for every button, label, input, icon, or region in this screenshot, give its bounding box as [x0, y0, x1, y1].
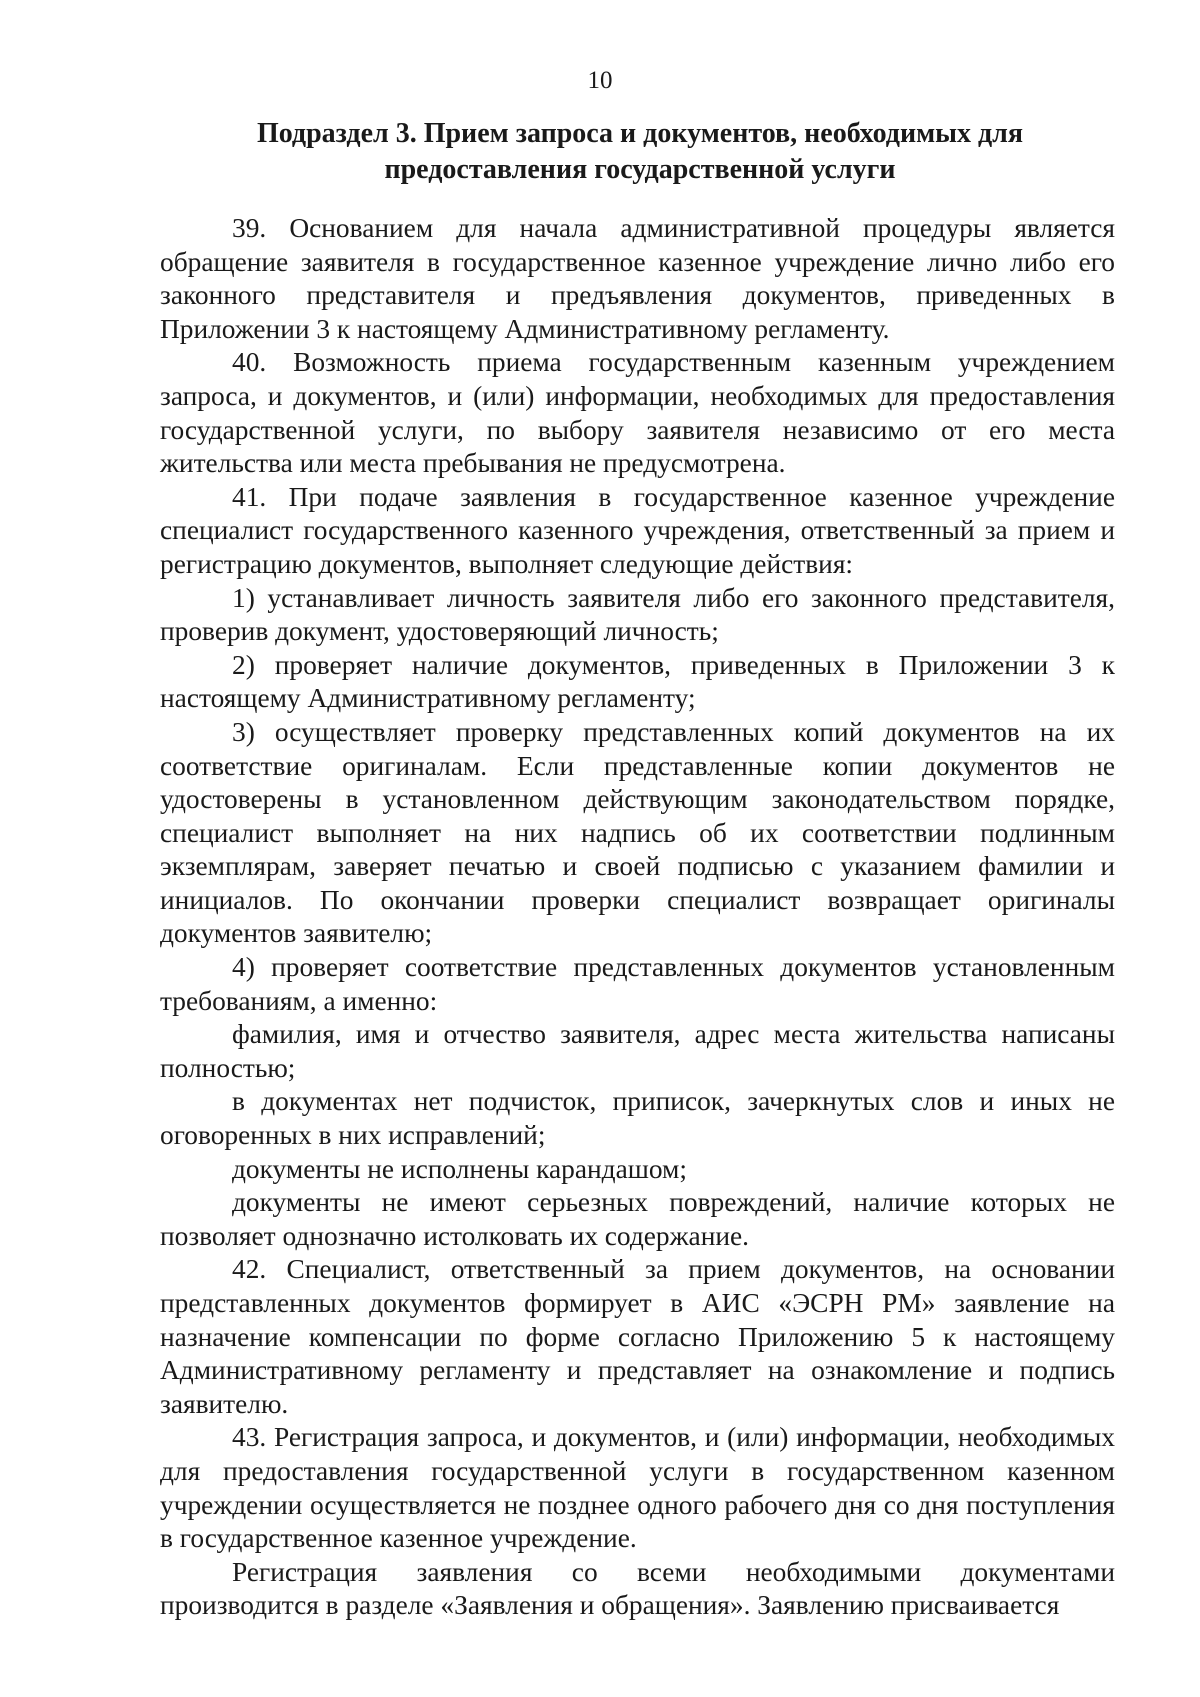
- paragraph-43-registration: Регистрация заявления со всеми необходимыми документами производится в разделе «Заявления и обращения». Заявлению присваивается: [160, 1556, 1115, 1621]
- paragraph-41-item-4: 4) проверяет соответствие представленных документов установленным требованиям, а именно:: [160, 952, 1115, 1016]
- page-number: 10: [587, 67, 613, 94]
- paragraph-41-item-2: 2) проверяет наличие документов, приведенных в Приложении 3 к настоящему Административному регламенту;: [160, 649, 1115, 714]
- section-heading: [160, 116, 1120, 188]
- requirement-no-pencil: документы не исполнены карандашом;: [232, 1153, 687, 1184]
- requirement-no-damage: документы не имеют серьезных повреждений, наличие которых не позволяет однозначно истолковать их содержание.: [160, 1187, 1115, 1251]
- paragraph-41-item-1: 1) устанавливает личность заявителя либо его законного представителя, проверив документ, удостоверяющий личность;: [160, 582, 1115, 647]
- requirement-no-corrections: в документах нет подчисток, приписок, зачеркнутых слов и иных не оговоренных в них исправлений;: [160, 1086, 1115, 1151]
- paragraph-39: 39. Основанием для начала административной процедуры является обращение заявителя в государственное казенное учреждение лично либо его законного представителя и предъявления документов, приведенных в Приложении 3 к настоящему Административному регламенту.: [160, 213, 1115, 344]
- section-heading-line-2: предоставления государственной услуги: [384, 154, 896, 185]
- paragraph-41-item-3: 3) осуществляет проверку представленных копий документов на их соответствие оригиналам. Если представленные копии документов не удостоверены в установленном действующим законодательством порядке, специалист выполняет на них надпись об их соответствии подлинным экземплярам, заверяет печатью и своей подписью с указанием фамилии и инициалов. По окончании проверки специалист возвращает оригиналы документов заявителю;: [160, 716, 1115, 949]
- paragraph-41: 41. При подаче заявления в государственное казенное учреждение специалист государственного казенного учреждения, ответственный за прием и регистрацию документов, выполняет следующие действия:: [160, 481, 1115, 579]
- section-heading-line-1: Подраздел 3. Прием запроса и документов, необходимых для: [256, 118, 1024, 149]
- paragraph-40: 40. Возможность приема государственным казенным учреждением запроса, и документов, и (или) информации, необходимых для предоставления государственной услуги, по выбору заявителя независимо от его места жительства или места пребывания не предусмотрена.: [160, 347, 1115, 479]
- document-body: [160, 212, 1115, 1623]
- requirement-full-name: фамилия, имя и отчество заявителя, адрес места жительства написаны полностью;: [160, 1019, 1115, 1083]
- paragraph-42: 42. Специалист, ответственный за прием документов, на основании представленных документов формирует в АИС «ЭСРН РМ» заявление на назначение компенсации по форме согласно Приложению 5 к настоящему Административному регламенту и представляет на ознакомление и подпись заявителю.: [160, 1254, 1115, 1419]
- paragraph-43: 43. Регистрация запроса, и документов, и (или) информации, необходимых для предоставления государственной услуги в государственном казенном учреждении осуществляется не позднее одного рабочего дня со дня поступления в государственное казенное учреждение.: [160, 1422, 1115, 1554]
